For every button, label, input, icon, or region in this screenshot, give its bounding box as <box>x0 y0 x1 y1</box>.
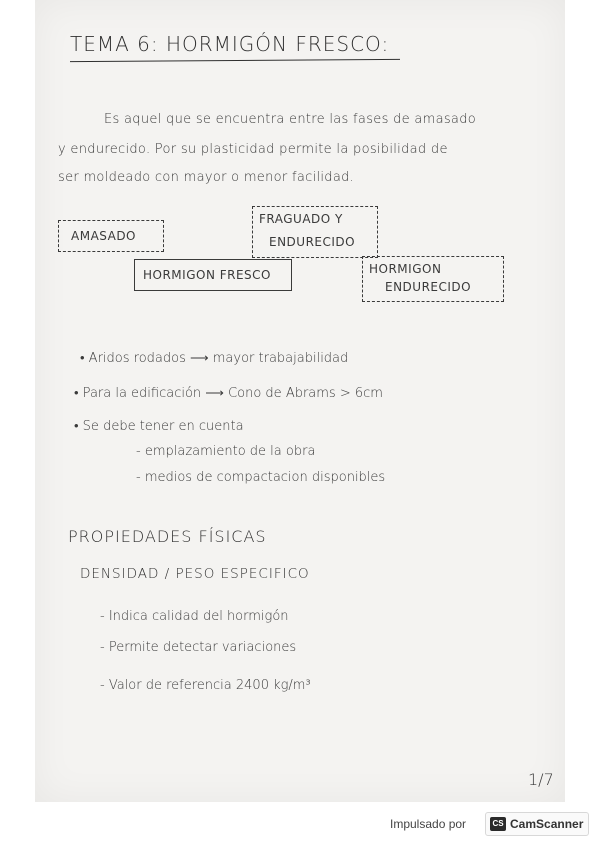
camscanner-badge[interactable] <box>485 812 589 836</box>
bullet-edificacion: • Para la edificación ⟶ Cono de Abrams > 6cm <box>74 386 383 401</box>
diagram-fraguado-label-1: FRAGUADO Y <box>259 212 343 226</box>
powered-by-text: Impulsado por <box>390 817 467 831</box>
diagram-fraguado-box <box>252 206 378 258</box>
camscanner-brand-name: CamScanner <box>510 817 584 831</box>
bullet-aridos: • Aridos rodados ⟶ mayor trabajabilidad <box>80 351 349 366</box>
intro-line-3: ser moldeado con mayor o menor facilidad. <box>58 170 355 185</box>
intro-line-1: Es aquel que se encuentra entre las fases de amasado <box>104 112 476 127</box>
diagram-fresco-box <box>134 259 292 291</box>
diagram-amasado-box <box>58 220 164 252</box>
item-calidad: - Indica calidad del hormigón <box>100 609 289 624</box>
bullet-tener-en-cuenta: • Se debe tener en cuenta <box>74 419 244 434</box>
page-number: 1/7 <box>528 770 554 789</box>
sub-bullet-emplazamiento: - emplazamiento de la obra <box>136 444 316 459</box>
diagram-amasado-label: AMASADO <box>71 229 137 243</box>
section-heading: PROPIEDADES FÍSICAS <box>68 527 267 546</box>
section-subheading: DENSIDAD / PESO ESPECIFICO <box>80 566 310 582</box>
diagram-endurecido-label-2: ENDURECIDO <box>385 280 472 294</box>
item-variaciones: - Permite detectar variaciones <box>100 640 297 655</box>
diagram-fraguado-label-2: ENDURECIDO <box>269 235 356 249</box>
item-valor-referencia: - Valor de referencia 2400 kg/m³ <box>100 678 311 693</box>
diagram-endurecido-box <box>362 256 504 302</box>
camscanner-logo-icon: CS <box>490 817 506 831</box>
diagram-endurecido-label-1: HORMIGON <box>369 262 442 276</box>
sub-bullet-medios: - medios de compactacion disponibles <box>136 470 386 485</box>
page-title: TEMA 6: HORMIGÓN FRESCO: <box>70 32 390 56</box>
diagram-fresco-label: HORMIGON FRESCO <box>143 268 271 282</box>
intro-line-2: y endurecido. Por su plasticidad permite la posibilidad de <box>58 142 448 157</box>
